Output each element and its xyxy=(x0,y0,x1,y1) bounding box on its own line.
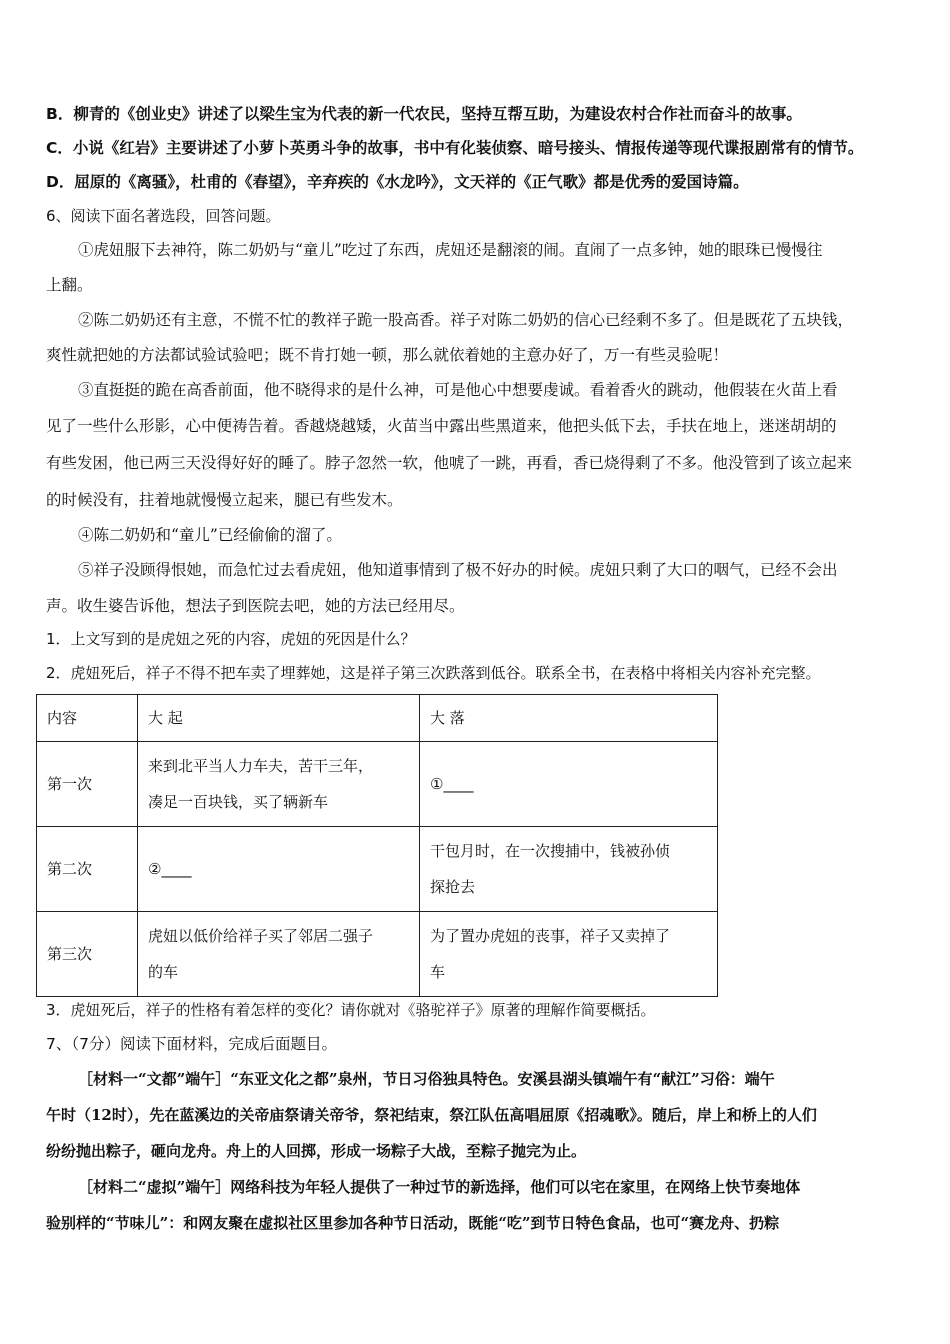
rise-blank: ②____ xyxy=(148,860,192,878)
fill-in-table xyxy=(36,694,718,997)
q6-para5-line1: ⑤祥子没顾得恨她，而急忙过去看虎妞，他知道事情到了极不好办的时候。虎妞只剩了大口的咽气，已经不会出 xyxy=(78,561,838,579)
q6-para2-line1: ②陈二奶奶还有主意，不慌不忙的教祥子跪一股高香。祥子对陈二奶奶的信心已经剩不多了。但是既花了五块钱， xyxy=(78,311,854,329)
q6-para3-line3: 有些发困，他已两三天没得好好的睡了。脖子忽然一软，他唬了一跳，再看，香已烧得剩了不多。他没管到了该立起来 xyxy=(46,454,853,472)
table-header-rise: 大 起 xyxy=(138,695,420,742)
fall-blank: ①____ xyxy=(430,775,474,793)
table-row xyxy=(37,742,718,827)
q6-para1-line1: ①虎妞服下去神符，陈二奶奶与“童儿”吃过了东西，虎妞还是翻滚的闹。直闹了一点多钟，她的眼珠已慢慢往 xyxy=(78,241,823,259)
table-row xyxy=(37,912,718,997)
q6-sub2: 2．虎妞死后，祥子不得不把车卖了埋葬她，这是祥子第三次跌落到低谷。联系全书，在表格中将相关内容补充完整。 xyxy=(46,664,821,682)
row-label: 第二次 xyxy=(37,827,138,912)
q6-para3-line2: 见了一些什么形影，心中便祷告着。香越烧越矮，火苗当中露出些黑道来，他把头低下去，手扶在地上，迷迷胡胡的 xyxy=(46,417,837,435)
fall-cell xyxy=(420,912,718,997)
q6-para5-line2: 声。收生婆告诉他，想法子到医院去吧，她的方法已经用尽。 xyxy=(46,597,465,615)
q7-material1-line3: 纷纷抛出粽子，砸向龙舟。舟上的人回掷，形成一场粽子大战，至粽子抛完为止。 xyxy=(46,1142,587,1160)
q7-material2-line1: ［材料二“虚拟”端午］网络科技为年轻人提供了一种过节的新选择，他们可以宅在家里，在网络上快节奏地体 xyxy=(78,1178,801,1196)
q6-para3-line1: ③直挺挺的跪在高香前面，他不晓得求的是什么神，可是他心中想要虔诚。看着香火的跳动，他假装在火苗上看 xyxy=(78,381,838,399)
fall-line: 探抢去 xyxy=(430,878,476,896)
q6-para3-line4: 的时候没有，拄着地就慢慢立起来，腿已有些发木。 xyxy=(46,491,403,509)
table-header-fall: 大 落 xyxy=(420,695,718,742)
row-label: 第三次 xyxy=(37,912,138,997)
q6-para4: ④陈二奶奶和“童儿”已经偷偷的溜了。 xyxy=(78,526,342,544)
fall-line: 干包月时，在一次搜捕中，钱被孙侦 xyxy=(430,842,671,860)
rise-line: 凑足一百块钱，买了辆新车 xyxy=(148,793,329,811)
row-label: 第一次 xyxy=(37,742,138,827)
q7-material2-line2: 验别样的“节味儿”：和网友聚在虚拟社区里参加各种节日活动，既能“吃”到节日特色食品，也可“赛龙舟、扔粽 xyxy=(46,1214,780,1232)
fall-cell xyxy=(420,827,718,912)
q7-title: 7、（7分）阅读下面材料，完成后面题目。 xyxy=(46,1035,337,1053)
rise-cell xyxy=(138,742,420,827)
table-row xyxy=(37,827,718,912)
fall-line: 为了置办虎妞的丧事，祥子又卖掉了 xyxy=(430,927,671,945)
option-b: B．柳青的《创业史》讲述了以梁生宝为代表的新一代农民，坚持互帮互助，为建设农村合作社而奋斗的故事。 xyxy=(46,105,802,123)
option-c: C．小说《红岩》主要讲述了小萝卜英勇斗争的故事，书中有化装侦察、暗号接头、情报传递等现代谍报剧常有的情节。 xyxy=(46,139,864,157)
q6-para1-line2: 上翻。 xyxy=(46,276,93,294)
option-d: D．屈原的《离骚》，杜甫的《春望》，辛弃疾的《水龙吟》，文天祥的《正气歌》都是优秀的爱国诗篇。 xyxy=(46,173,749,191)
rise-line: 虎妞以低价给祥子买了邻居二强子 xyxy=(148,927,374,945)
fall-line: 车 xyxy=(430,963,446,981)
rise-cell[interactable] xyxy=(138,827,420,912)
rise-line: 来到北平当人力车夫，苦干三年， xyxy=(148,757,374,775)
fall-cell[interactable] xyxy=(420,742,718,827)
rise-cell xyxy=(138,912,420,997)
q6-para2-line2: 爽性就把她的方法都试验试验吧；既不肯打她一顿，那么就依着她的主意办好了，万一有些灵验呢！ xyxy=(46,346,729,364)
rise-line: 的车 xyxy=(148,963,179,981)
table-header-content: 内容 xyxy=(37,695,138,742)
q6-title: 6、阅读下面名著选段，回答问题。 xyxy=(46,207,281,225)
q7-material1-line2: 午时（12时），先在蓝溪边的关帝庙祭请关帝爷，祭祀结束，祭江队伍高唱屈原《招魂歌》。随后，岸上和桥上的人们 xyxy=(46,1106,817,1124)
q6-sub1: 1．上文写到的是虎妞之死的内容，虎妞的死因是什么？ xyxy=(46,630,416,648)
table-header-row xyxy=(37,695,718,742)
q7-material1-line1: ［材料一“文都”端午］“东亚文化之都”泉州，节日习俗独具特色。安溪县湖头镇端午有“献江”习俗：端午 xyxy=(78,1070,775,1088)
q6-sub3: 3．虎妞死后，祥子的性格有着怎样的变化？请你就对《骆驼祥子》原著的理解作简要概括。 xyxy=(46,1001,656,1019)
